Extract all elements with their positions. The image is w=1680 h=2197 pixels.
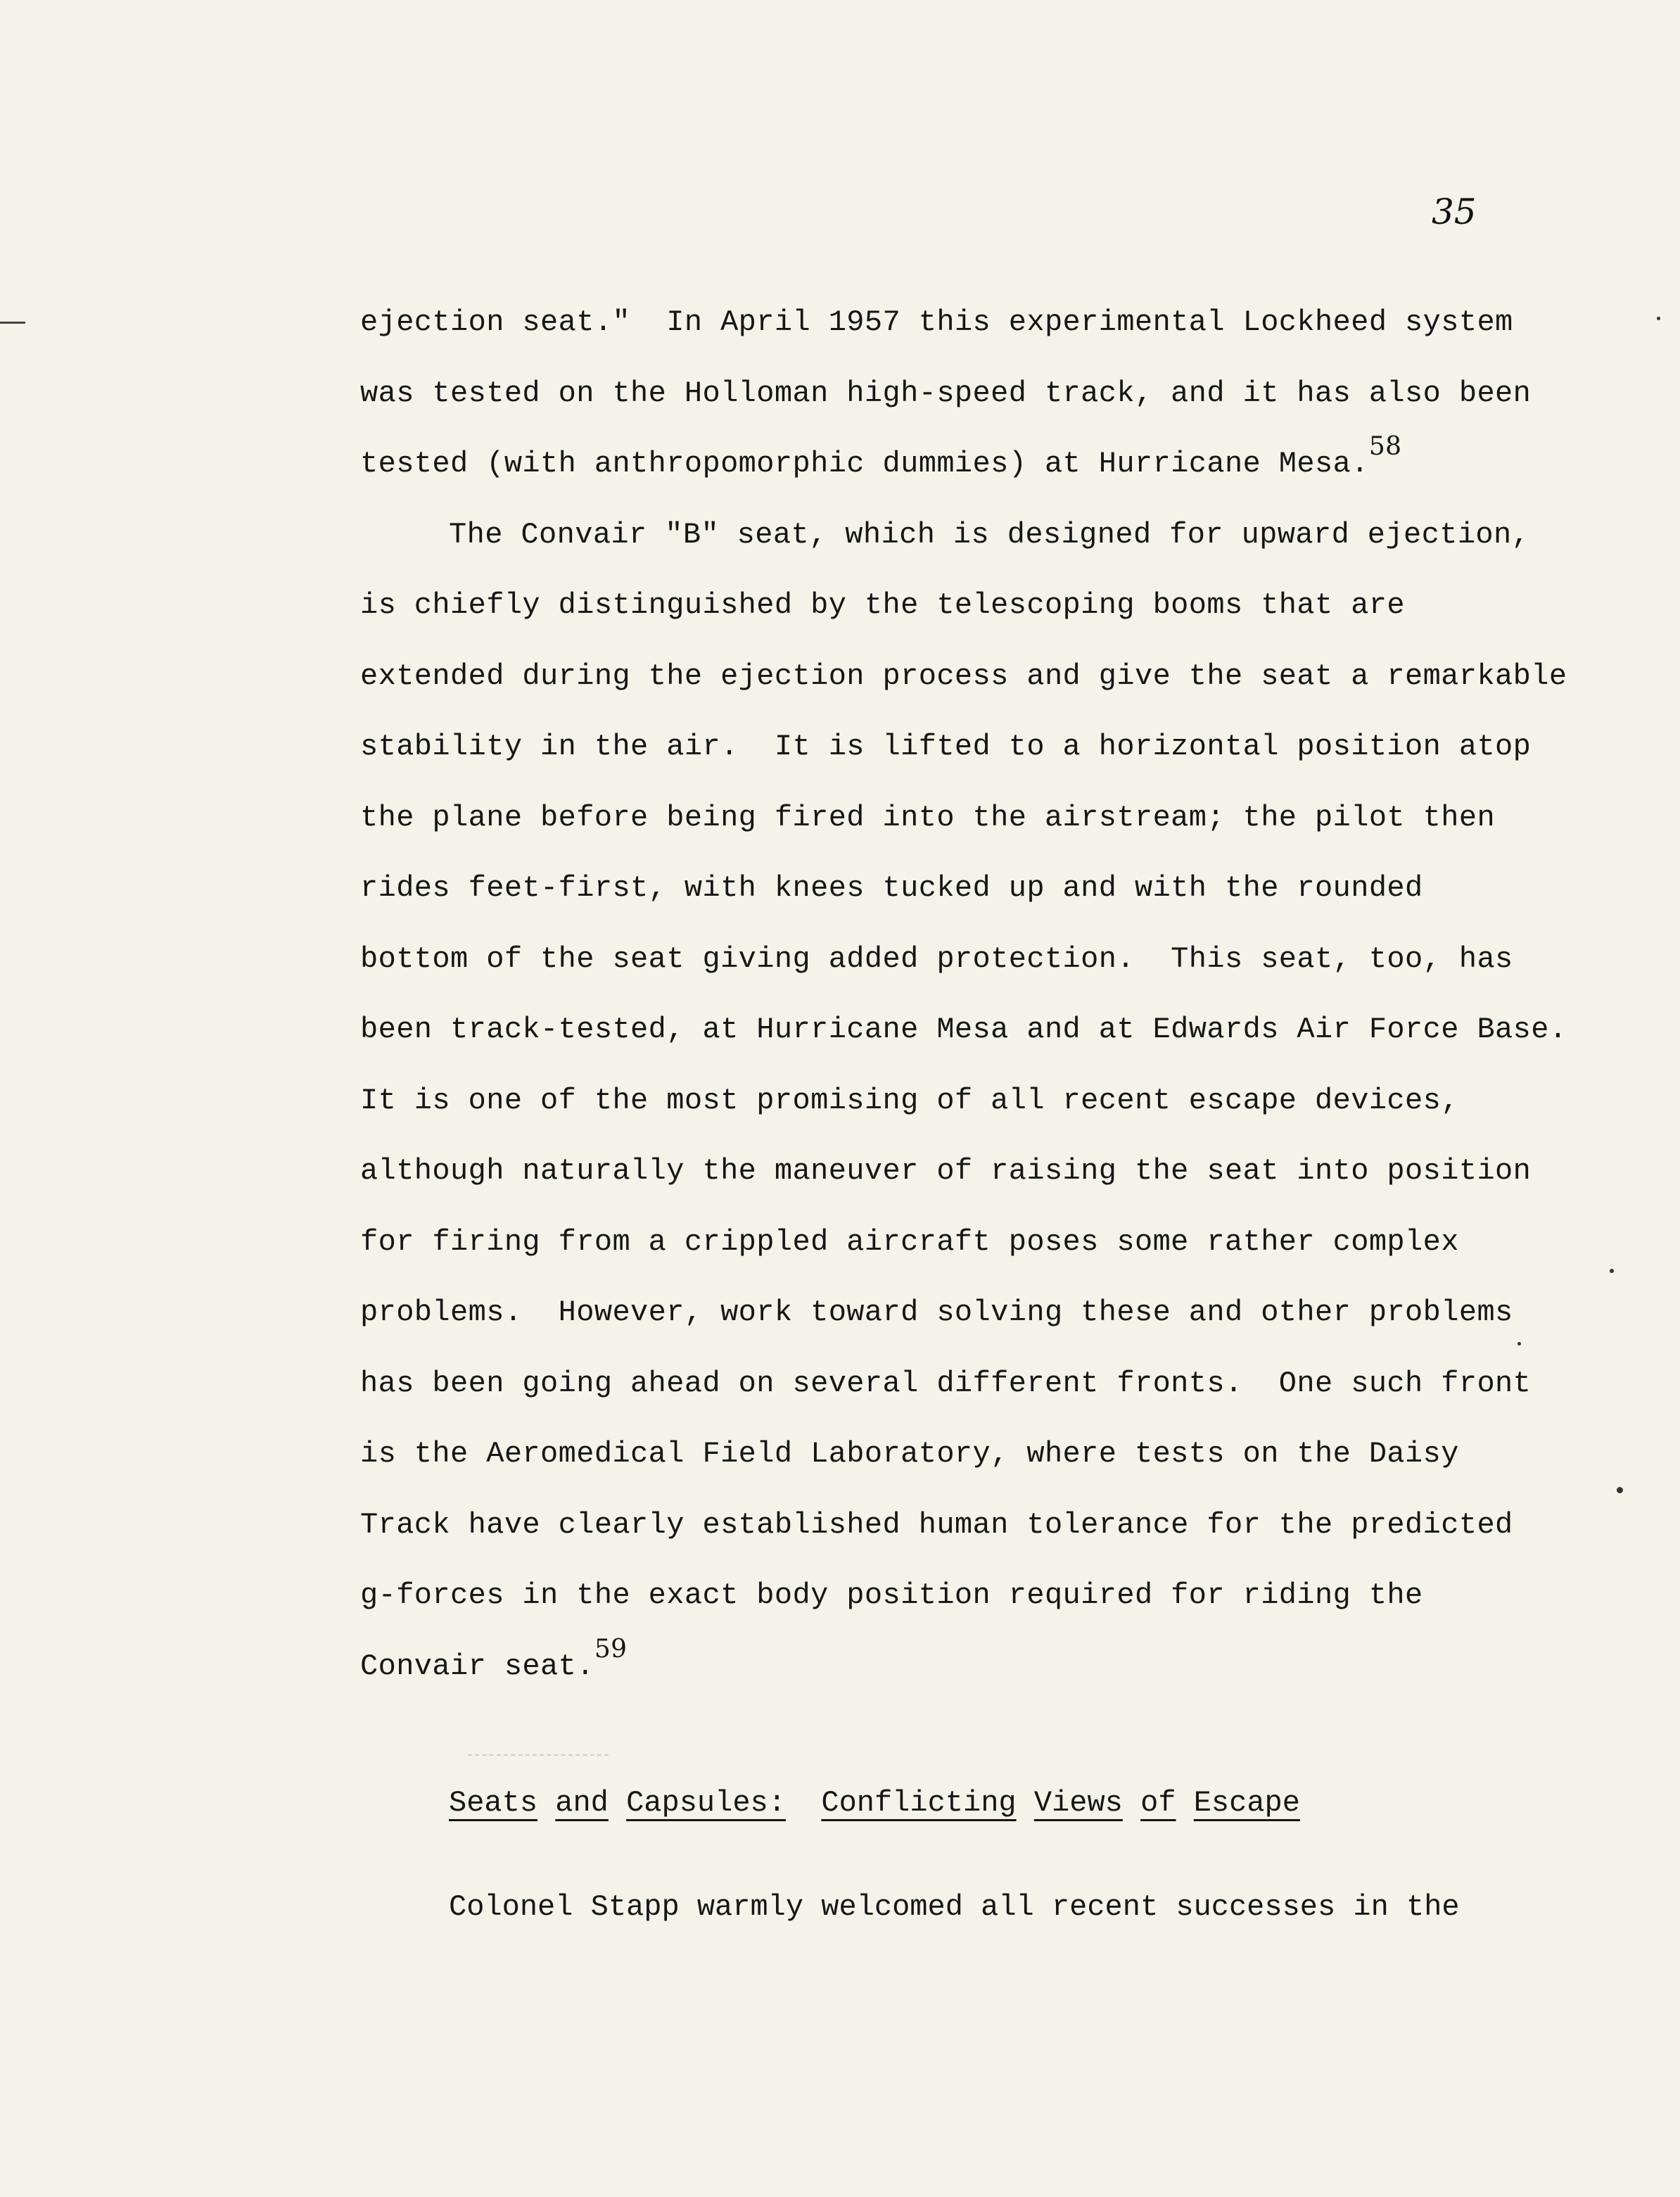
heading-word: Seats	[449, 1786, 538, 1820]
text-line: for firing from a crippled aircraft poses some rather complex	[360, 1224, 1459, 1259]
text-line: although naturally the maneuver of raising the seat into position	[360, 1154, 1532, 1188]
heading-word: of	[1140, 1786, 1176, 1820]
heading-word: Capsules:	[626, 1786, 786, 1820]
body-text	[360, 301, 1567, 1716]
stray-mark	[1610, 1269, 1614, 1273]
heading-word: Views	[1033, 1786, 1123, 1820]
stray-mark	[1617, 1487, 1623, 1493]
text-line: the plane before being fired into the airstream; the pilot then	[360, 800, 1496, 835]
text-line: ejection seat." In April 1957 this experimental Lockheed system	[360, 305, 1513, 339]
text-line: problems. However, work toward solving these and other problems	[360, 1296, 1513, 1329]
text-line: bottom of the seat giving added protection. This seat, too, has	[360, 942, 1513, 976]
closing-paragraph	[449, 1886, 1460, 1928]
text-line: stability in the air. It is lifted to a horizontal position atop	[360, 730, 1532, 764]
heading-word: and	[555, 1786, 609, 1820]
text-line: was tested on the Holloman high-speed track, and it has also been	[360, 376, 1532, 410]
heading-word: Conflicting	[821, 1786, 1017, 1820]
footnote-marker-59: 59	[594, 1634, 628, 1664]
text-line: tested (with anthropomorphic dummies) at Hurricane Mesa.58	[360, 432, 1402, 481]
page-number: 35	[1432, 191, 1477, 232]
text-line: been track-tested, at Hurricane Mesa and at Edwards Air Force Base.	[360, 1013, 1567, 1046]
margin-tick-mark	[0, 322, 25, 324]
footnote-marker-58: 58	[1368, 432, 1402, 461]
text-line: It is one of the most promising of all recent escape devices,	[360, 1083, 1459, 1118]
text-line: g-forces in the exact body position required for riding the	[360, 1578, 1423, 1612]
text-line: The Convair "B" seat, which is designed for upward ejection,	[449, 517, 1530, 552]
text-line: is the Aeromedical Field Laboratory, where tests on the Daisy	[360, 1437, 1459, 1471]
text-line: rides feet-first, with knees tucked up and with the rounded	[360, 871, 1423, 905]
text-line: Track have clearly established human tolerance for the predicted	[360, 1507, 1513, 1542]
stray-mark	[1657, 317, 1660, 320]
text-line: is chiefly distinguished by the telescoping booms that are	[360, 588, 1406, 622]
faint-divider	[468, 1754, 609, 1756]
text-line: has been going ahead on several different fronts. One such front	[360, 1366, 1532, 1400]
text-line: Colonel Stapp warmly welcomed all recent successes in the	[449, 1890, 1460, 1924]
heading-word: Escape	[1193, 1786, 1300, 1820]
text-line: extended during the ejection process and give the seat a remarkable	[360, 659, 1567, 693]
text-line: Convair seat.59	[360, 1634, 628, 1683]
section-heading	[449, 1782, 1300, 1824]
